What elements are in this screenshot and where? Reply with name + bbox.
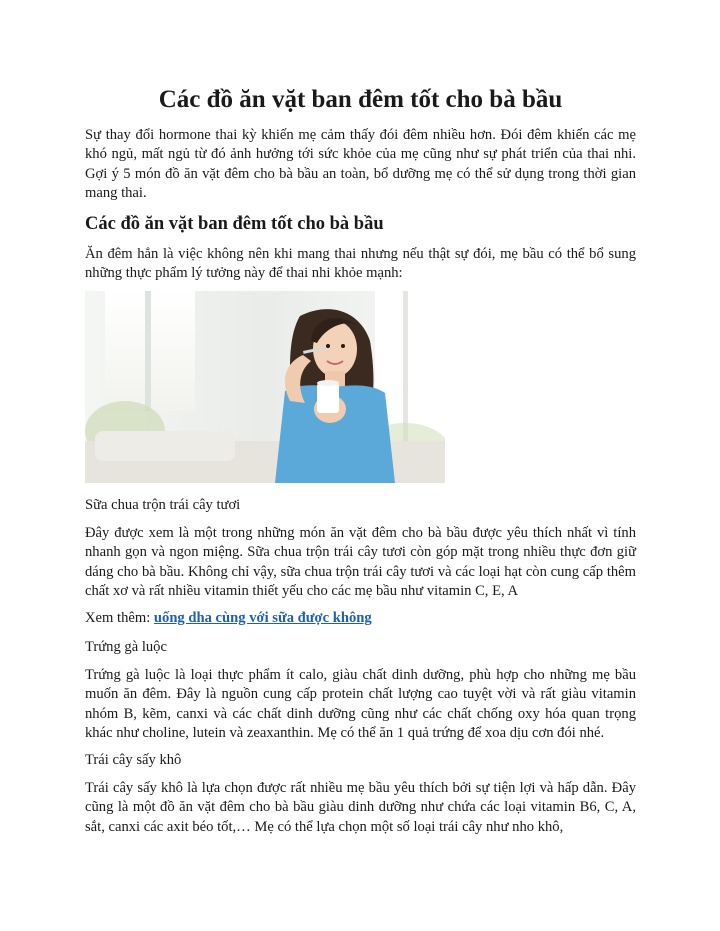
woman-eating-yogurt-photo [85, 291, 445, 483]
lead-paragraph: Ăn đêm hẳn là việc không nên khi mang thai nhưng nếu thật sự đói, mẹ bầu có thể bổ sung những thực phẩm lý tưởng này để thai nhi khỏe mạnh: [85, 246, 636, 282]
see-more-prefix: Xem thêm: [85, 610, 154, 626]
section-label: Trứng gà luộc [85, 639, 167, 655]
see-more-link[interactable]: uống dha cùng với sữa được không [153, 610, 372, 626]
section-paragraph: Trái cây sấy khô là lựa chọn được rất nhiều mẹ bầu yêu thích bởi sự tiện lợi và hấp dẫn. Đây cũng là một đồ ăn vặt đêm cho bà bầu giàu dinh dưỡng như chứa các loại vitamin B6, C, A, sắt, canxi các axit béo tốt,… Mẹ có thể lựa chọn một số loại trái cây như nho khô, [85, 780, 636, 835]
section-heading: Các đồ ăn vặt ban đêm tốt cho bà bầu [85, 214, 384, 234]
section-label: Sữa chua trộn trái cây tươi [85, 497, 241, 513]
section-paragraph: Đây được xem là một trong những món ăn vặt đêm cho bà bầu được yêu thích nhất vì tính nhanh gọn và ngon miệng. Sữa chua trộn trái cây tươi còn góp mặt trong nhiều thực đơn giữ dáng cho bà bầu. Không chỉ vậy, sữa chua trộn trái cây tươi và các loại hạt còn cung cấp thêm chất xơ và rất nhiều vitamin thiết yếu cho các mẹ bầu như vitamin C, E, A [85, 525, 636, 600]
see-more-line [85, 609, 372, 628]
section-paragraph: Trứng gà luộc là loại thực phẩm ít calo, giàu chất dinh dưỡng, phù hợp cho những mẹ bầu muốn ăn đêm. Đây là nguồn cung cấp protein chất lượng cao tuyệt vời và rất giàu vitamin nhóm B, kẽm, canxi và các chất dinh dưỡng cũng như các chất chống oxy hóa quan trọng khác như choline, lutein và zeaxanthin. Mẹ có thể ăn 1 quả trứng để xoa dịu cơn đói nhé. [85, 667, 636, 742]
page-title: Các đồ ăn vặt ban đêm tốt cho bà bầu [158, 86, 563, 113]
section-label: Trái cây sấy khô [85, 752, 182, 768]
intro-paragraph: Sự thay đổi hormone thai kỳ khiến mẹ cảm thấy đói đêm nhiều hơn. Đói đêm khiến các mẹ khó ngủ, mất ngủ từ đó ảnh hưởng tới sức khỏe của mẹ cũng như sự phát triển của thai nhi. Gợi ý 5 món đồ ăn vặt đêm cho bà bầu an toàn, bổ dưỡng mẹ có thể sử dụng trong thời gian mang thai. [85, 127, 636, 202]
